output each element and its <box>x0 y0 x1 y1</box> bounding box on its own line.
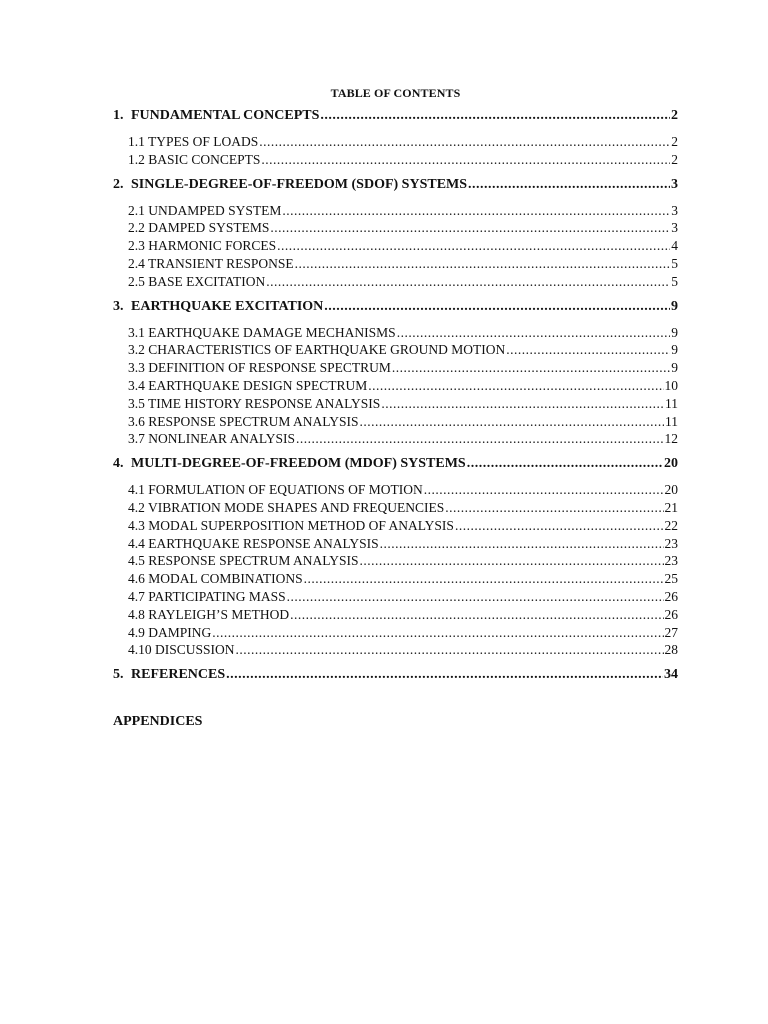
section-label: 3.7 NONLINEAR ANALYSIS <box>128 431 296 447</box>
section-list <box>113 482 678 660</box>
toc-section-entry[interactable] <box>113 256 678 274</box>
section-label: 4.3 MODAL SUPERPOSITION METHOD OF ANALYSIS <box>128 517 454 533</box>
chapter-title: FUNDAMENTAL CONCEPTS <box>131 108 320 123</box>
toc-title: TABLE OF CONTENTS <box>330 86 461 100</box>
section-label: 4.10 DISCUSSION <box>128 642 235 658</box>
section-page-number: 5 <box>671 255 678 271</box>
toc-chapter-entry[interactable] <box>113 667 678 686</box>
dot-leader <box>290 607 663 623</box>
section-label: 2.3 HARMONIC FORCES <box>128 238 277 254</box>
toc-chapter-entry[interactable] <box>113 299 678 318</box>
section-label: 2.2 DAMPED SYSTEMS <box>128 220 270 236</box>
section-label: 2.4 TRANSIENT RESPONSE <box>128 255 294 271</box>
dot-leader <box>381 396 664 412</box>
chapter-label <box>113 299 323 315</box>
dot-leader <box>287 589 664 605</box>
chapter-label <box>113 456 466 472</box>
toc-section-entry[interactable] <box>113 378 678 396</box>
section-label: 3.2 CHARACTERISTICS OF EARTHQUAKE GROUND MOTION <box>128 342 506 358</box>
chapter-page-number: 20 <box>664 456 678 472</box>
section-label: 4.9 DAMPING <box>128 624 212 640</box>
dot-leader <box>368 378 663 394</box>
chapter-number: 2. <box>113 176 124 192</box>
toc-section-entry[interactable] <box>113 325 678 343</box>
dot-leader <box>266 274 670 290</box>
toc-section-entry[interactable] <box>113 536 678 554</box>
section-page-number: 21 <box>664 499 678 515</box>
toc-section-entry[interactable] <box>113 414 678 432</box>
section-page-number: 9 <box>671 342 678 358</box>
section-page-number: 28 <box>664 642 678 658</box>
dot-leader <box>304 571 664 587</box>
dot-leader <box>468 177 670 193</box>
section-page-number: 9 <box>671 324 678 340</box>
toc-section-entry[interactable] <box>113 203 678 221</box>
section-page-number: 11 <box>665 413 678 429</box>
dot-leader <box>506 342 670 358</box>
section-page-number: 3 <box>671 220 678 236</box>
toc-chapter-entry[interactable] <box>113 108 678 127</box>
dot-leader <box>424 482 664 498</box>
dot-leader <box>392 360 670 376</box>
section-list <box>113 203 678 292</box>
section-page-number: 23 <box>664 535 678 551</box>
chapter-label <box>113 667 225 683</box>
chapter-title: SINGLE-DEGREE-OF-FREEDOM (SDOF) SYSTEMS <box>131 176 468 192</box>
dot-leader <box>226 667 663 683</box>
section-page-number: 10 <box>664 377 678 393</box>
toc-section-entry[interactable] <box>113 431 678 449</box>
dot-leader <box>359 414 664 430</box>
chapter-label <box>113 177 467 193</box>
section-label: 4.4 EARTHQUAKE RESPONSE ANALYSIS <box>128 535 379 551</box>
dot-leader <box>296 431 663 447</box>
dot-leader <box>259 134 670 150</box>
chapter-number: 4. <box>113 456 124 472</box>
dot-leader <box>270 220 670 236</box>
toc-section-entry[interactable] <box>113 360 678 378</box>
toc-section-entry[interactable] <box>113 571 678 589</box>
section-page-number: 5 <box>671 273 678 289</box>
chapter-title: EARTHQUAKE EXCITATION <box>131 298 324 314</box>
section-label: 2.5 BASE EXCITATION <box>128 273 266 289</box>
toc-section-entry[interactable] <box>113 553 678 571</box>
section-label: 4.6 MODAL COMBINATIONS <box>128 571 303 587</box>
toc-section-entry[interactable] <box>113 642 678 660</box>
appendices-heading: APPENDICES <box>113 714 203 729</box>
section-label: 4.1 FORMULATION OF EQUATIONS OF MOTION <box>128 482 423 498</box>
chapter-number: 3. <box>113 298 124 314</box>
toc-section-entry[interactable] <box>113 274 678 292</box>
chapter-page-number: 9 <box>671 298 678 314</box>
toc-section-entry[interactable] <box>113 482 678 500</box>
toc-section-entry[interactable] <box>113 607 678 625</box>
dot-leader <box>282 203 670 219</box>
section-page-number: 4 <box>671 238 678 254</box>
section-page-number: 27 <box>664 624 678 640</box>
toc-chapter-entry[interactable] <box>113 456 678 475</box>
dot-leader <box>212 625 663 641</box>
toc-section-entry[interactable] <box>113 238 678 256</box>
section-page-number: 20 <box>664 482 678 498</box>
dot-leader <box>236 642 664 658</box>
chapter-number: 5. <box>113 667 124 683</box>
toc-section-entry[interactable] <box>113 152 678 170</box>
section-label: 3.3 DEFINITION OF RESPONSE SPECTRUM <box>128 360 391 376</box>
toc-section-entry[interactable] <box>113 220 678 238</box>
toc-section-entry[interactable] <box>113 589 678 607</box>
section-label: 4.7 PARTICIPATING MASS <box>128 588 286 604</box>
dot-leader <box>261 152 670 168</box>
section-page-number: 2 <box>671 134 678 149</box>
section-label: 1.1 TYPES OF LOADS <box>128 134 259 149</box>
toc-section-entry[interactable] <box>113 342 678 360</box>
section-label: 4.5 RESPONSE SPECTRUM ANALYSIS <box>128 553 359 569</box>
dot-leader <box>467 456 663 472</box>
section-list <box>113 134 678 170</box>
section-page-number: 11 <box>665 395 678 411</box>
toc-section-entry[interactable] <box>113 625 678 643</box>
dot-leader <box>455 518 664 534</box>
chapter-page-number: 34 <box>664 667 678 683</box>
section-page-number: 22 <box>664 517 678 533</box>
dot-leader <box>380 536 664 552</box>
section-label: 3.6 RESPONSE SPECTRUM ANALYSIS <box>128 413 359 429</box>
dot-leader <box>397 325 671 341</box>
toc-section-entry[interactable] <box>113 396 678 414</box>
section-label: 3.1 EARTHQUAKE DAMAGE MECHANISMS <box>128 324 396 340</box>
dot-leader <box>359 553 663 569</box>
toc-section-entry[interactable] <box>113 134 678 152</box>
section-label: 2.1 UNDAMPED SYSTEM <box>128 202 282 218</box>
chapter-label <box>113 108 319 124</box>
section-page-number: 2 <box>671 151 678 167</box>
chapter-title: MULTI-DEGREE-OF-FREEDOM (MDOF) SYSTEMS <box>131 456 466 472</box>
chapter-page-number: 2 <box>671 108 678 123</box>
dot-leader <box>324 299 670 315</box>
chapter-title: REFERENCES <box>131 667 226 683</box>
section-label: 3.5 TIME HISTORY RESPONSE ANALYSIS <box>128 395 381 411</box>
toc-section-entry[interactable] <box>113 518 678 536</box>
section-page-number: 12 <box>664 431 678 447</box>
section-label: 4.2 VIBRATION MODE SHAPES AND FREQUENCIES <box>128 499 445 515</box>
section-page-number: 23 <box>664 553 678 569</box>
section-page-number: 25 <box>664 571 678 587</box>
toc-chapter-entry[interactable] <box>113 177 678 196</box>
section-page-number: 9 <box>671 360 678 376</box>
section-page-number: 26 <box>664 588 678 604</box>
section-label: 4.8 RAYLEIGH’S METHOD <box>128 606 290 622</box>
dot-leader <box>445 500 663 516</box>
dot-leader <box>295 256 671 272</box>
section-label: 3.4 EARTHQUAKE DESIGN SPECTRUM <box>128 377 368 393</box>
section-list <box>113 325 678 450</box>
section-label: 1.2 BASIC CONCEPTS <box>128 151 261 167</box>
dot-leader <box>320 108 670 124</box>
toc-entries <box>113 108 678 686</box>
section-page-number: 26 <box>664 606 678 622</box>
toc-section-entry[interactable] <box>113 500 678 518</box>
chapter-page-number: 3 <box>671 176 678 192</box>
chapter-number: 1. <box>113 108 124 123</box>
dot-leader <box>277 238 670 254</box>
section-page-number: 3 <box>671 202 678 218</box>
